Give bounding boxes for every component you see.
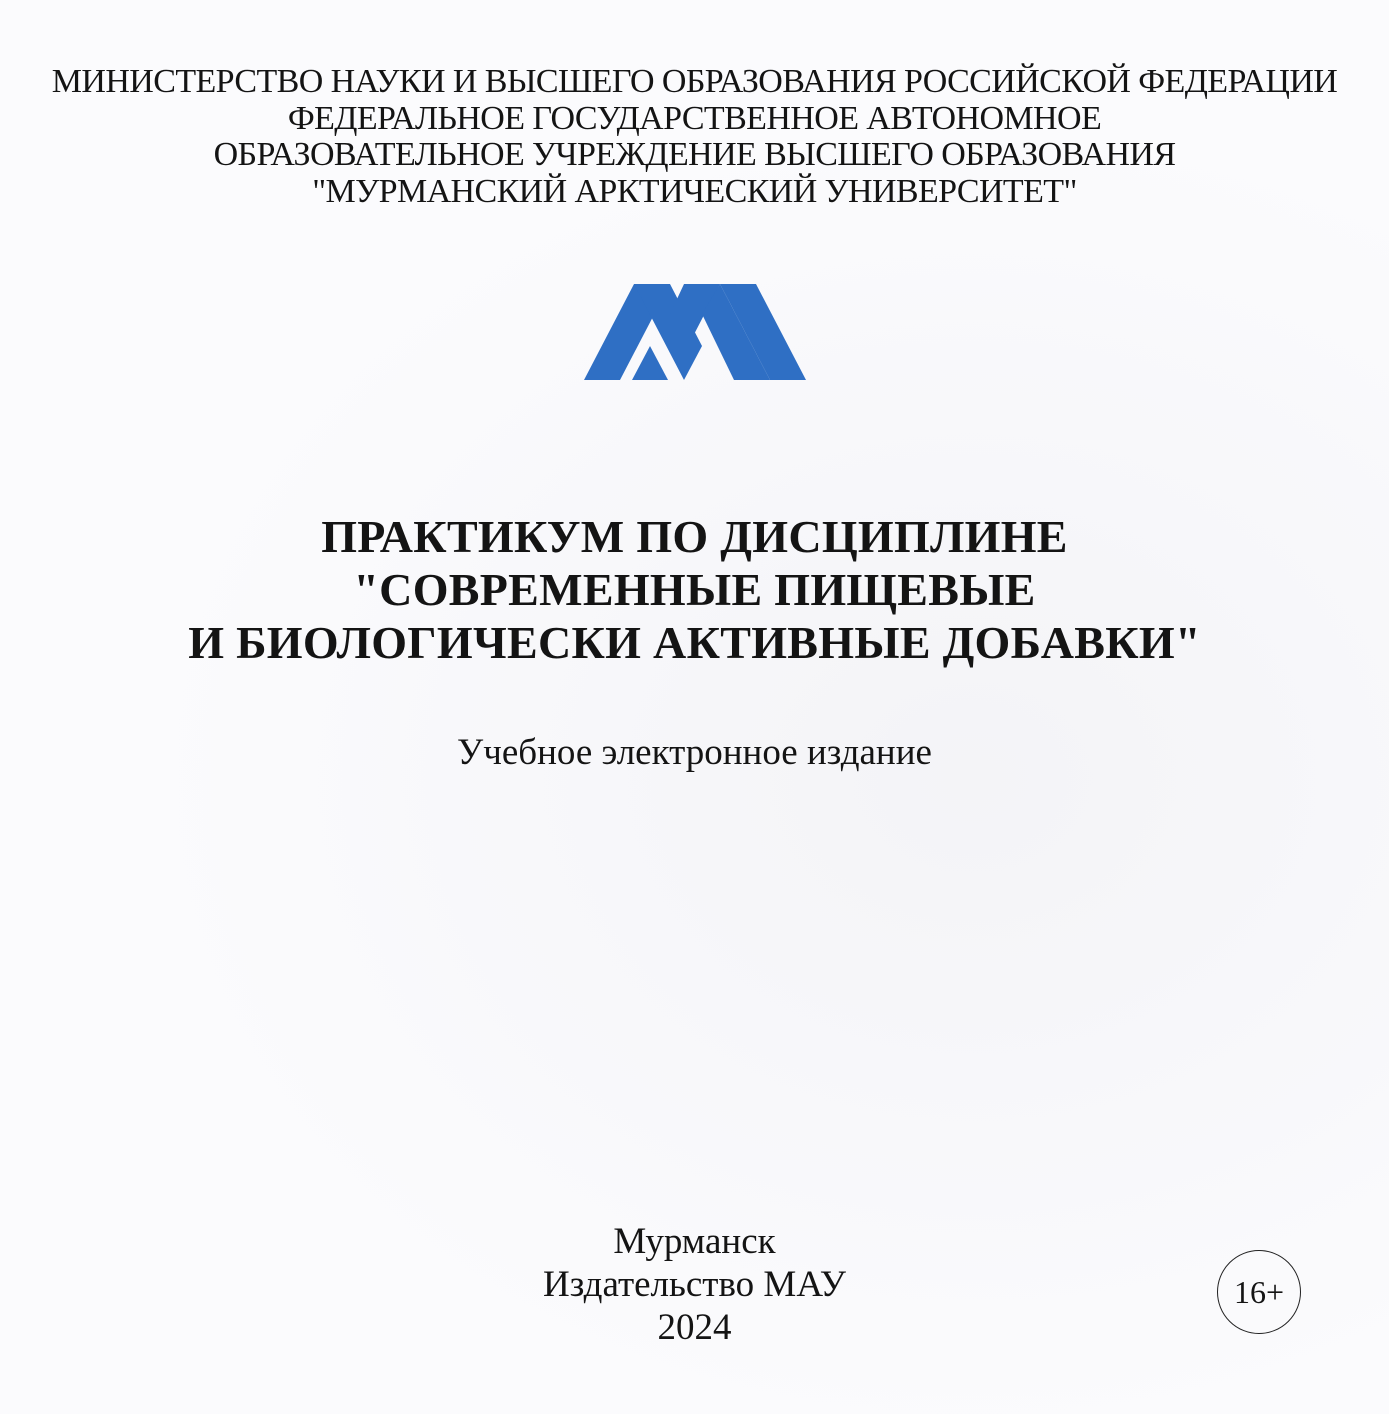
header-line-ministry: МИНИСТЕРСТВО НАУКИ И ВЫСШЕГО ОБРАЗОВАНИЯ РОССИЙСКОЙ ФЕДЕРАЦИИ <box>51 63 1338 100</box>
edition-type: Учебное электронное издание <box>457 732 932 773</box>
university-logo-icon <box>584 284 806 380</box>
header-line-university-name: "МУРМАНСКИЙ АРКТИЧЕСКИЙ УНИВЕРСИТЕТ" <box>312 172 1077 210</box>
title-line-3: И БИОЛОГИЧЕСКИ АКТИВНЫЕ ДОБАВКИ" <box>188 617 1201 668</box>
imprint-publisher: Издательство МАУ <box>542 1264 846 1305</box>
title-line-2: "СОВРЕМЕННЫЕ ПИЩЕВЫЕ <box>353 564 1036 615</box>
title-line-1: ПРАКТИКУМ ПО ДИСЦИПЛИНЕ <box>321 511 1068 562</box>
document-title <box>0 510 1389 669</box>
header-line-federal: ФЕДЕРАЛЬНОЕ ГОСУДАРСТВЕННОЕ АВТОНОМНОЕ <box>287 99 1102 137</box>
imprint <box>0 1220 1389 1349</box>
header-line-institution-type: ОБРАЗОВАТЕЛЬНОЕ УЧРЕЖДЕНИЕ ВЫСШЕГО ОБРАЗОВАНИЯ <box>213 136 1176 173</box>
imprint-year: 2024 <box>657 1307 732 1348</box>
institution-header <box>0 64 1389 210</box>
imprint-city: Мурманск <box>613 1221 776 1262</box>
age-rating-badge: 16+ <box>1217 1250 1301 1334</box>
